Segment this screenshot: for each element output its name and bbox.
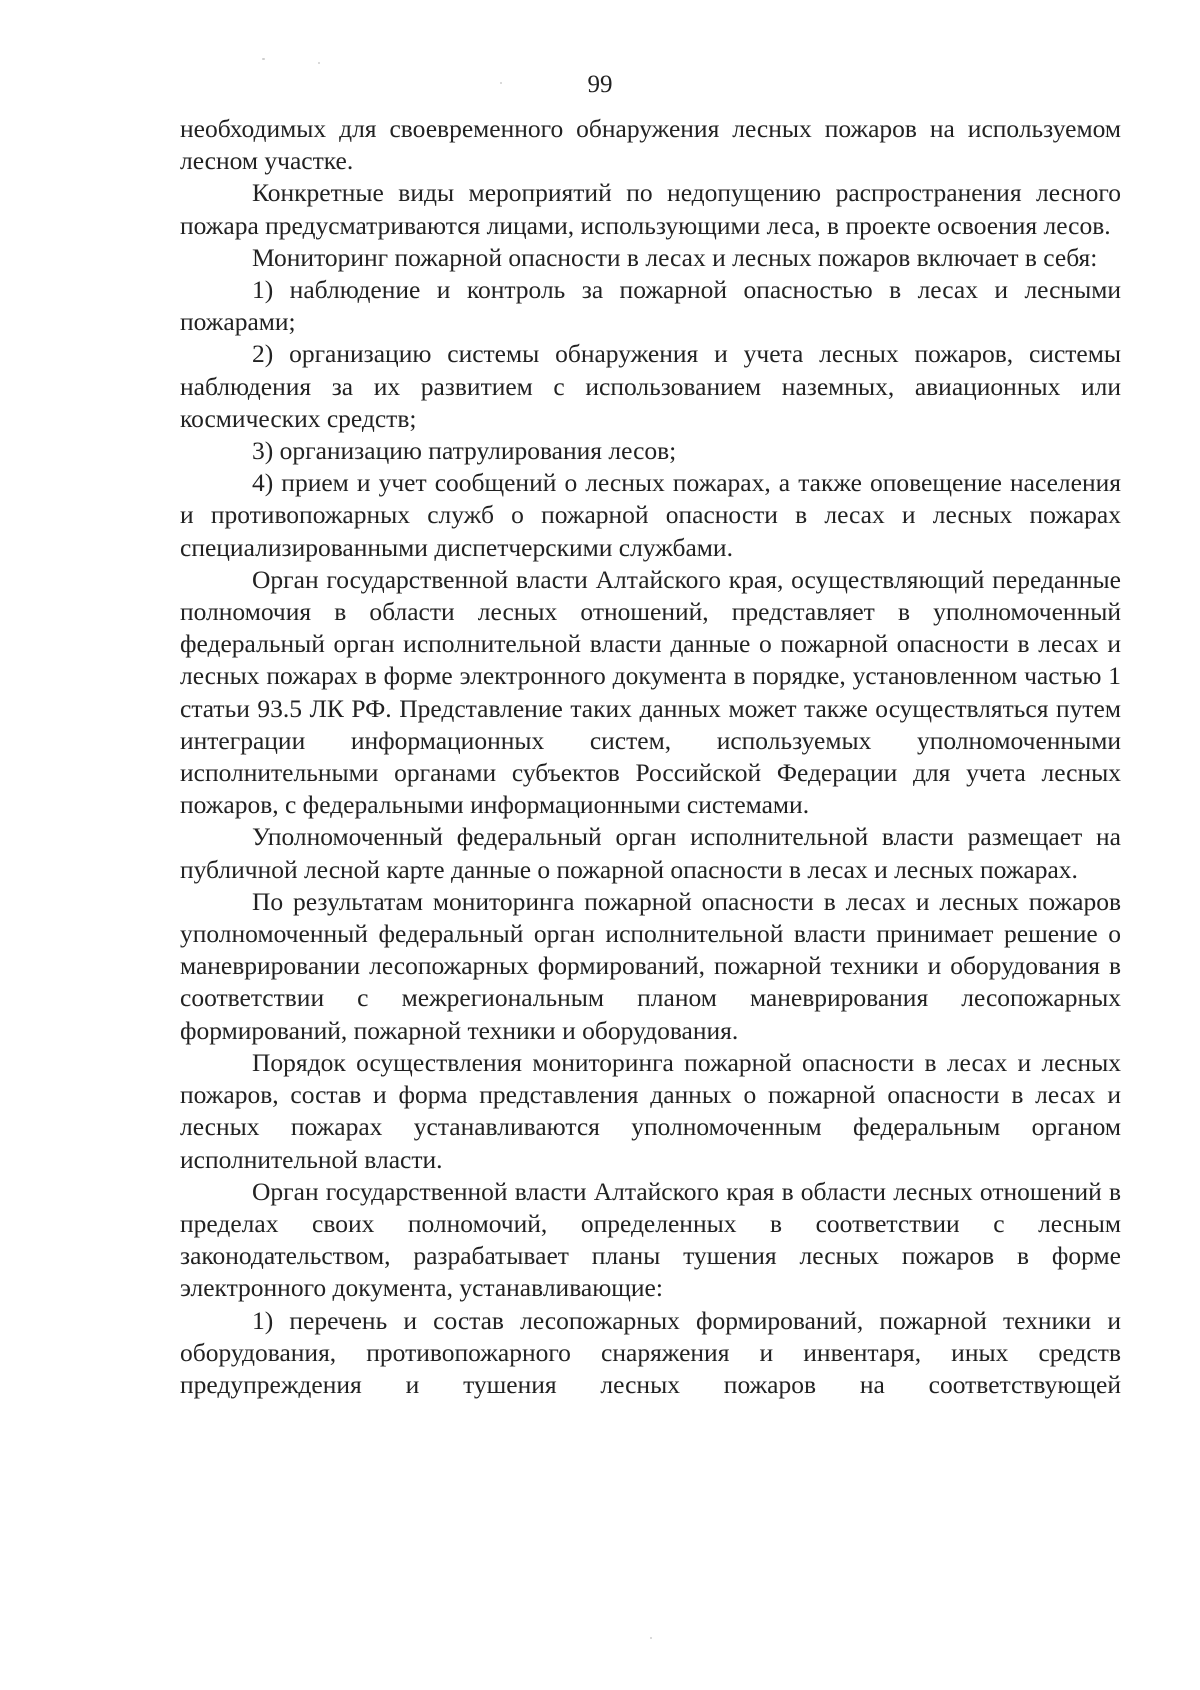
paragraph: По результатам мониторинга пожарной опасности в лесах и лесных пожаров уполномоченный федеральный орган исполнительной власти принимает решение о маневрировании лесопожарных формирований, пожарной техники и оборудования в соответствии с межрегиональным планом маневрирования лесопожарных формирований, пожарной техники и оборудования.: [180, 886, 1121, 1045]
document-body: [180, 113, 1121, 1401]
paragraph: Порядок осуществления мониторинга пожарной опасности в лесах и лесных пожаров, состав и форма представления данных о пожарной опасности в лесах и лесных пожарах устанавливаются уполномоченным федеральным органом исполнительной власти.: [180, 1047, 1121, 1174]
paragraph: 2) организацию системы обнаружения и учета лесных пожаров, системы наблюдения за их развитием с использованием наземных, авиационных или космических средств;: [180, 339, 1121, 433]
paragraph: необходимых для своевременного обнаружения лесных пожаров на используемом лесном участке.: [180, 114, 1121, 176]
paragraph: 1) перечень и состав лесопожарных формирований, пожарной техники и оборудования, противопожарного снаряжения и инвентаря, иных средств предупреждения и тушения лесных пожаров на соответствующей: [180, 1305, 1121, 1399]
paragraph: 4) прием и учет сообщений о лесных пожарах, а также оповещение населения и противопожарных служб о пожарной опасности в лесах и лесных пожарах специализированными диспетчерскими службами.: [180, 468, 1121, 562]
paragraph: Конкретные виды мероприятий по недопущению распространения лесного пожара предусматриваются лицами, использующими леса, в проекте освоения лесов.: [180, 178, 1121, 240]
paragraph: 3) организацию патрулирования лесов;: [252, 436, 677, 466]
paragraph: Орган государственной власти Алтайского края в области лесных отношений в пределах своих полномочий, определенных в соответствии с лесным законодательством, разрабатывает планы тушения лесных пожаров в форме электронного документа, устанавливающие:: [180, 1176, 1121, 1303]
paragraph: Мониторинг пожарной опасности в лесах и лесных пожаров включает в себя:: [252, 242, 1098, 272]
scan-speck: [262, 58, 265, 60]
scan-speck: [318, 62, 320, 64]
scan-speck: [650, 1637, 652, 1639]
paragraph: 1) наблюдение и контроль за пожарной опасностью в лесах и лесными пожарами;: [180, 275, 1121, 337]
paragraph: Уполномоченный федеральный орган исполнительной власти размещает на публичной лесной карте данные о пожарной опасности в лесах и лесных пожарах.: [180, 822, 1121, 884]
page-number: 99: [587, 71, 613, 98]
paragraph: Орган государственной власти Алтайского края, осуществляющий переданные полномочия в области лесных отношений, представляет в уполномоченный федеральный орган исполнительной власти данные о пожарной опасности в лесах и лесных пожарах в форме электронного документа в порядке, установленном частью 1 статьи 93.5 ЛК РФ. Представление таких данных может также осуществляться путем интеграции информационных систем, используемых уполномоченными исполнительными органами субъектов Российской Федерации для учета лесных пожаров, с федеральными информационными системами.: [180, 564, 1121, 820]
